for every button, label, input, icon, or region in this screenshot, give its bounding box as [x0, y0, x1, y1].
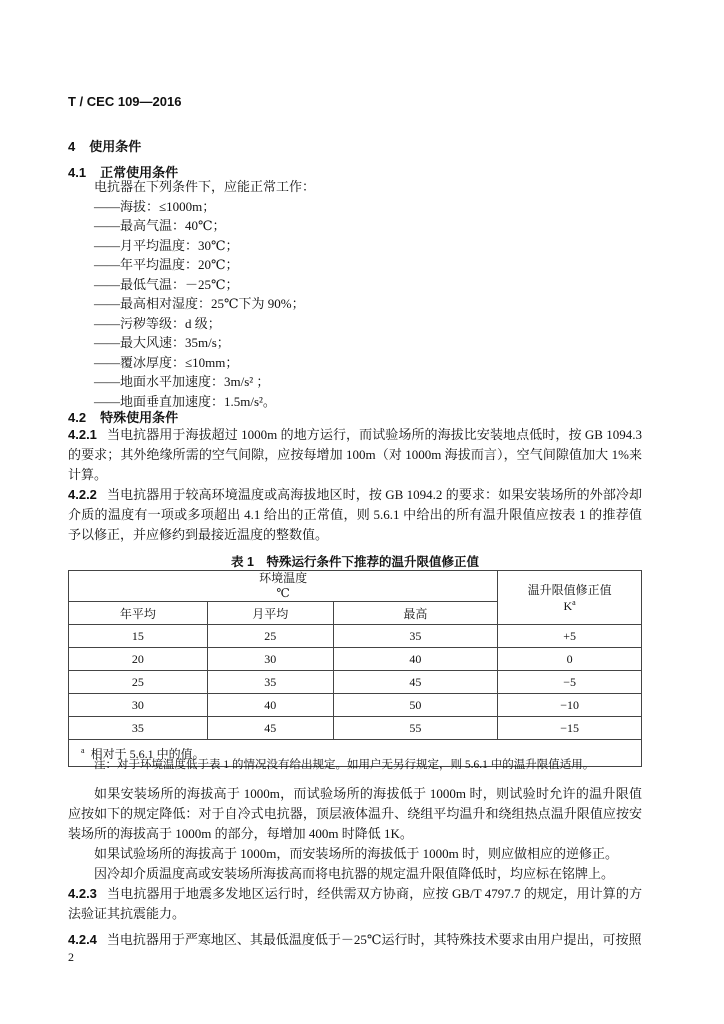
clause-number: 4.2.1 [68, 427, 97, 442]
column-header: 年平均 [69, 602, 208, 625]
footnote-mark: a [572, 598, 576, 607]
table-cell: 45 [333, 671, 498, 694]
table-cell: 35 [69, 717, 208, 740]
conditions-list [94, 177, 315, 411]
list-item: ——月平均温度：30℃； [94, 237, 239, 253]
section-number: 4 [68, 139, 76, 154]
list-item: ——最高气温：40℃； [94, 218, 226, 233]
paragraph: 如果安装场所的海拔高于 1000m，而试验场所的海拔低于 1000m 时，则试验时允许的温升限值应按如下的规定降低：对于自冷式电抗器，顶层液体温升、绕组平均温升和绕组热点温升限值应按安装场所的海拔高于 1000m 的部分，每增加 400m 时降低 1K。 [68, 786, 642, 841]
section-number: 4.1 [68, 165, 87, 180]
table-cell: 25 [207, 625, 333, 648]
section-title: 正常使用条件 [100, 165, 179, 180]
table-row [69, 625, 642, 648]
footnote-text: 相对于 5.6.1 中的值。 [90, 746, 205, 761]
section-title: 特殊使用条件 [100, 410, 179, 425]
table-cell: 20 [69, 648, 208, 671]
list-item: ——海拔：≤1000m； [94, 198, 216, 214]
list-item: ——最大风速：35m/s； [94, 335, 230, 350]
section-4-heading [68, 136, 141, 155]
clause-text: 当电抗器用于地震多发地区运行时，经供需双方协商，应按 GB/T 4797.7 的规定，用计算的方法验证其抗震能力。 [68, 886, 642, 921]
table-cell: 0 [498, 648, 642, 671]
table-row [69, 671, 642, 694]
table-cell: 35 [333, 625, 498, 648]
clause-4-2-3 [68, 884, 642, 924]
table-cell: 30 [69, 694, 208, 717]
clause-number: 4.2.3 [68, 886, 97, 901]
table-group-header [69, 571, 498, 602]
table-cell: 55 [333, 717, 498, 740]
table-row [69, 648, 642, 671]
clause-text: 当电抗器用于严寒地区、其最低温度低于－25℃运行时，其特殊技术要求由用户提出，可按照 [106, 932, 642, 947]
correction-header-unit: K [563, 599, 573, 613]
table-row [69, 717, 642, 740]
table-cell: +5 [498, 625, 642, 648]
document-header: T / CEC 109—2016 [68, 94, 182, 109]
list-item: ——最高相对湿度：25℃下为 90%； [94, 296, 305, 311]
conditions-intro: 电抗器在下列条件下，应能正常工作： [94, 179, 316, 194]
page-number: 2 [68, 950, 74, 964]
list-item: ——年平均温度：20℃； [94, 257, 239, 272]
table-cell: 40 [333, 648, 498, 671]
list-item: ——覆冰厚度：≤10mm； [94, 354, 239, 370]
clause-4-2-1 [68, 425, 642, 485]
section-title: 使用条件 [89, 139, 142, 154]
list-item: ——地面垂直加速度：1.5m/s²。 [94, 393, 276, 409]
clause-text: 当电抗器用于较高环境温度或高海拔地区时，按 GB 1094.2 的要求：如果安装场所的外部冷却介质的温度有一项或多项超出 4.1 给出的正常值，则 5.6.1 中给出的所有温升限值应按表 1 的推荐值予以修正，并应修约到最接近温度的整数值。 [68, 487, 642, 542]
table-cell: 30 [207, 648, 333, 671]
correction-header-label: 温升限值修正值 [527, 583, 612, 597]
table-cell: −5 [498, 671, 642, 694]
group-header-label: 环境温度 [259, 571, 308, 585]
table-cell: 45 [207, 717, 333, 740]
clause-number: 4.2.4 [68, 932, 97, 947]
table-caption: 表 1 特殊运行条件下推荐的温升限值修正值 [231, 555, 479, 569]
table-correction-header [498, 571, 642, 625]
section-number: 4.2 [68, 410, 87, 425]
table-cell: 40 [207, 694, 333, 717]
clause-4-2-2 [68, 485, 642, 545]
clause-text: 当电抗器用于海拔超过 1000m 的地方运行，而试验场所的海拔比安装地点低时，按 GB 1094.3 的要求；其外绝缘所需的空气间隙，应按每增加 100m（对 1000m 海拔而言），空气间隙值加大 1%来计算。 [68, 427, 642, 482]
table-cell: 15 [69, 625, 208, 648]
temperature-correction-table [68, 570, 642, 767]
table-cell: 35 [207, 671, 333, 694]
table-cell: 25 [69, 671, 208, 694]
group-header-unit: ℃ [276, 586, 290, 600]
column-header: 最高 [333, 602, 498, 625]
paragraph: 如果试验场所的海拔高于 1000m，而安装场所的海拔低于 1000m 时，则应做相应的逆修正。 [94, 846, 618, 861]
paragraph: 因冷却介质温度高或安装场所海拔高而将电抗器的规定温升限值降低时，均应标在铭牌上。 [94, 866, 615, 881]
list-item: ——地面水平加速度：3m/s² ； [94, 374, 270, 389]
table-note: 注：对于环境温度低于表 1 的情况没有给出规定。如用户无另行规定，则 5.6.1 中的温升限值适用。 [94, 759, 595, 771]
clause-number: 4.2.2 [68, 487, 97, 502]
table-row [69, 694, 642, 717]
footnote-mark: a [81, 745, 85, 755]
list-item: ——最低气温：－25℃； [94, 276, 239, 292]
clause-4-2-4 [68, 930, 642, 950]
table-cell: 50 [333, 694, 498, 717]
table-cell: −15 [498, 717, 642, 740]
section-4-2-heading [68, 407, 178, 426]
list-item: ——污秽等级：d 级； [94, 315, 221, 331]
column-header: 月平均 [207, 602, 333, 625]
table-cell: −10 [498, 694, 642, 717]
